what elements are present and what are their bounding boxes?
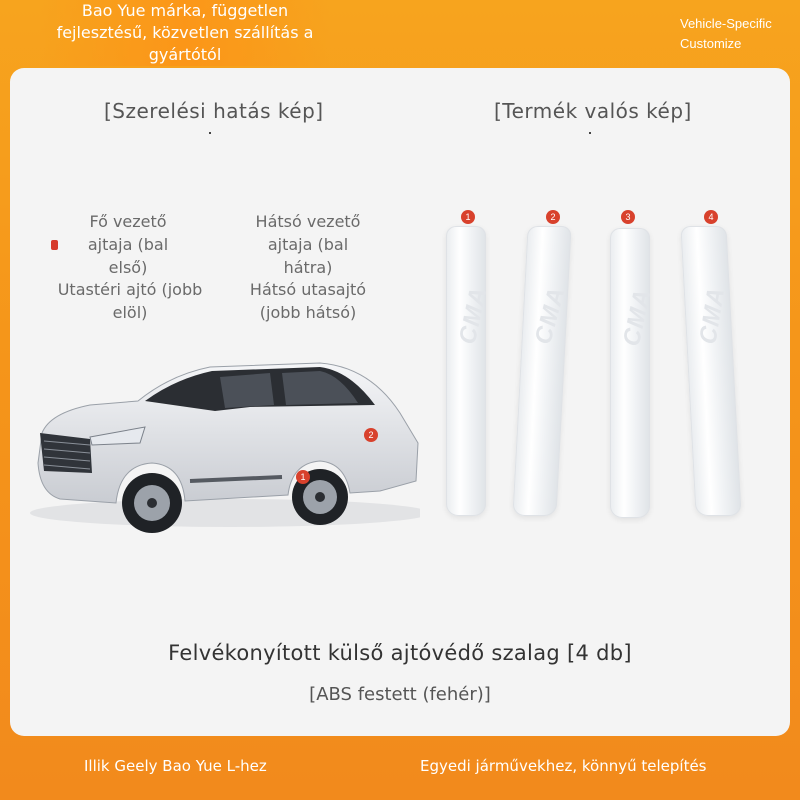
- title-dot: [589, 132, 591, 134]
- legend-text: ajtaja (bal: [267, 235, 349, 254]
- legend-text: Hátsó utasajtó: [249, 280, 367, 299]
- strip-brand-text: CMA: [694, 284, 731, 347]
- legend-text: (jobb hátsó): [259, 303, 357, 322]
- car-marker-1: 1: [296, 470, 310, 484]
- strip-brand-text: CMA: [454, 284, 493, 347]
- legend-text: hátra): [283, 258, 333, 277]
- legend-text: Fő vezető: [89, 212, 167, 231]
- legend-text: Utastéri ajtó (jobb: [57, 280, 203, 299]
- legend-text: Hátsó vezető: [255, 212, 361, 231]
- brand-line-1: Bao Yue márka, független: [81, 1, 289, 20]
- legend-text: ajtaja (bal: [87, 235, 169, 254]
- front-wheel: [122, 473, 182, 533]
- product-card: [10, 68, 790, 736]
- footer-fitment: Illik Geely Bao Yue L-hez: [84, 757, 267, 775]
- door-strip-1: [446, 226, 493, 516]
- footer-install: Egyedi járművekhez, könnyű telepítés: [420, 757, 707, 775]
- car-marker-2: 2: [364, 428, 378, 442]
- legend-rear-driver: [228, 210, 388, 279]
- vehicle-specific-badge: [680, 14, 790, 54]
- strip-marker-1: 1: [461, 210, 475, 224]
- legend-front-passenger: [40, 278, 220, 324]
- vehicle-line-2: Customize: [680, 36, 742, 51]
- product-title: Felvékonyított külső ajtóvédő szalag [4 db]: [168, 641, 632, 665]
- legend-rear-passenger: [228, 278, 388, 324]
- strip-marker-3: 3: [621, 210, 635, 224]
- strip-brand-text: CMA: [618, 286, 657, 349]
- vehicle-line-1: Vehicle-Specific: [680, 16, 772, 31]
- strip-marker-4: 4: [704, 210, 718, 224]
- car-window-front: [220, 373, 274, 408]
- legend-text: elöl): [112, 303, 148, 322]
- door-strip-2: [512, 226, 571, 516]
- legend-front-driver: [48, 210, 208, 279]
- title-dot: [209, 132, 211, 134]
- brand-line-2: fejlesztésű, közvetlen szállítás a: [56, 23, 314, 42]
- strip-brand-text: CMA: [529, 284, 571, 347]
- car-illustration: [20, 353, 420, 533]
- legend-text: első): [108, 258, 148, 277]
- brand-line-3: gyártótól: [148, 45, 222, 64]
- door-strip-3: [610, 228, 657, 518]
- product-section-title: [Termék valós kép]: [494, 99, 692, 123]
- door-strip-4: [680, 226, 741, 516]
- install-section-title: [Szerelési hatás kép]: [104, 99, 324, 123]
- brand-banner: [40, 0, 330, 66]
- car-shadow: [30, 499, 420, 527]
- product-material: [ABS festett (fehér)]: [309, 684, 491, 705]
- strip-marker-2: 2: [546, 210, 560, 224]
